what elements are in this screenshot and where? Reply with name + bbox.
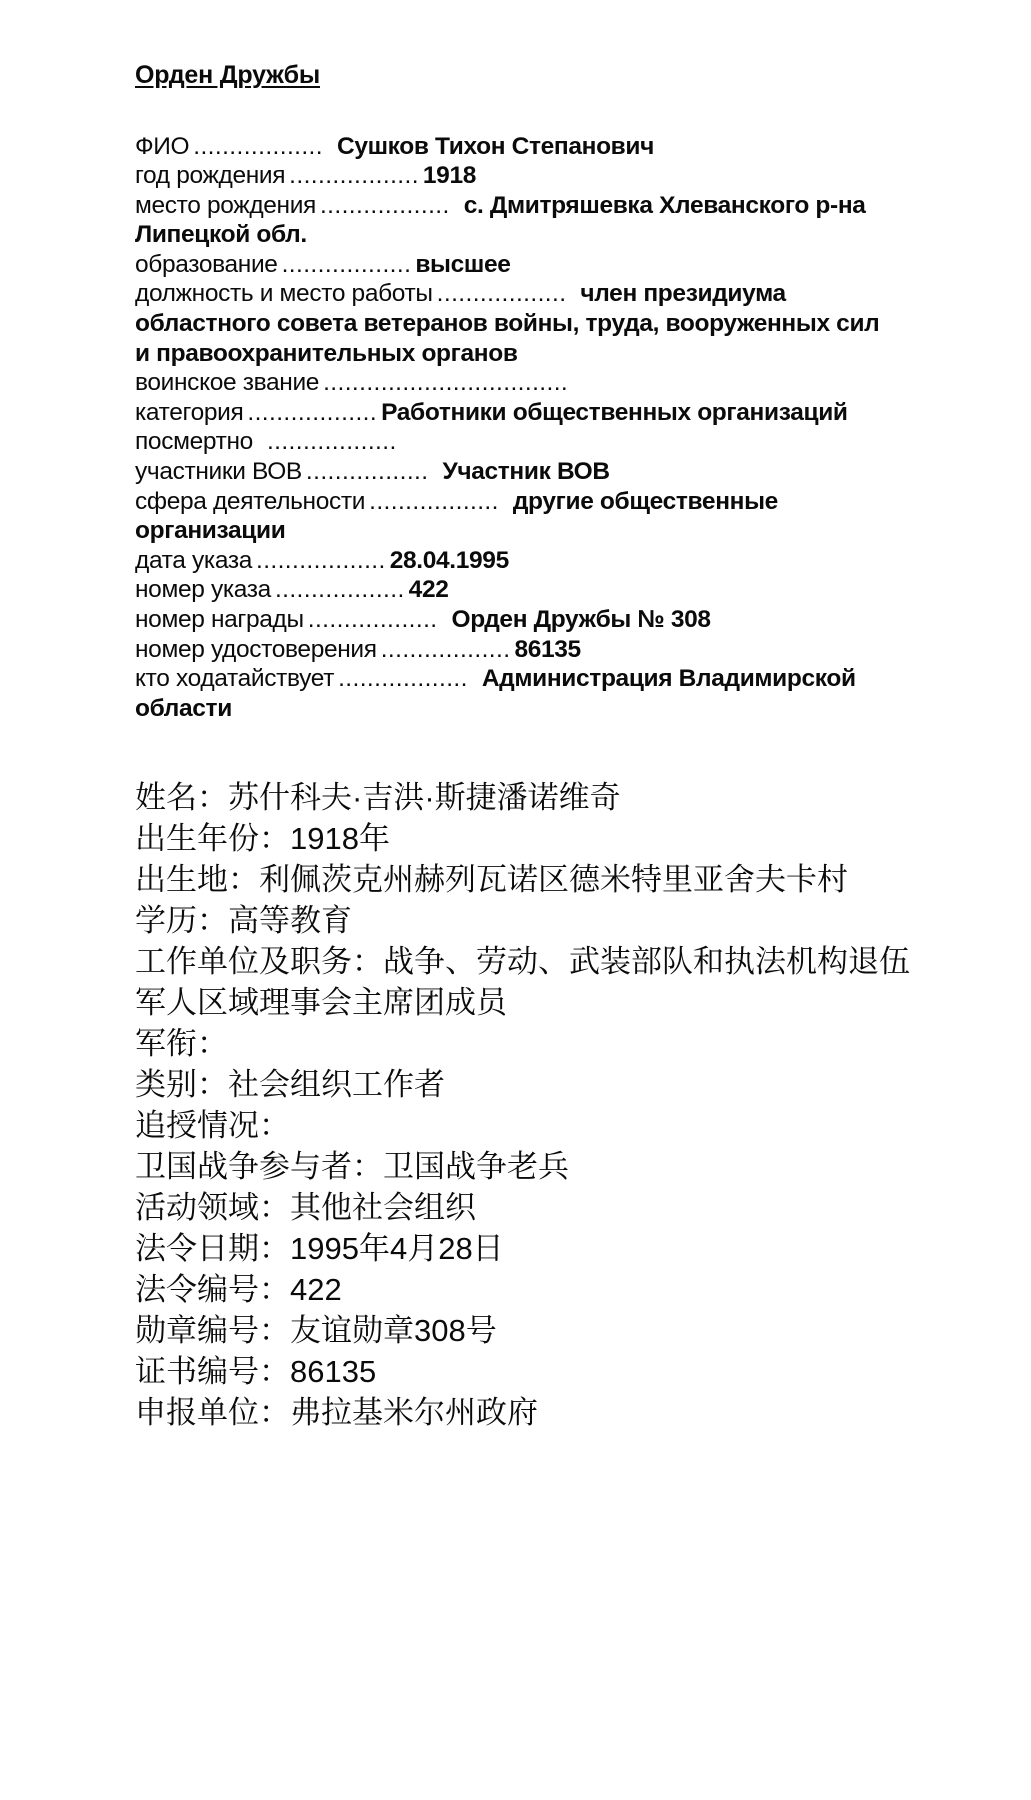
dot-leader-decree-date: .................. <box>255 546 386 574</box>
record-field-certificate-number <box>135 635 895 665</box>
dot-leader-wwii-participant: ................. <box>305 458 429 486</box>
dot-leader-category: .................. <box>247 398 378 426</box>
cn-field-certificate-number: 证书编号：86135 <box>135 1354 377 1390</box>
record-field-activity-field <box>135 487 895 546</box>
field-value-decree-date: 28.04.1995 <box>389 546 509 574</box>
field-label-position: должность и место работы <box>135 280 433 308</box>
record-field-education <box>135 250 895 280</box>
field-label-education: образование <box>135 250 278 278</box>
record-field-petitioner <box>135 664 895 723</box>
field-label-decree-number: номер указа <box>135 576 271 604</box>
field-value-birth-place: с. Дмитряшевка Хлеванского р-на Липецкой обл. <box>135 191 866 249</box>
cn-field-petitioner: 申报单位：弗拉基米尔州政府 <box>135 1395 538 1431</box>
field-label-birth-place: место рождения <box>135 191 316 219</box>
record-field-birth-year <box>135 161 895 191</box>
dot-leader-decree-number: .................. <box>274 576 405 604</box>
cn-field-military-rank: 军衔： <box>135 1026 228 1062</box>
record-field-award-number <box>135 605 895 635</box>
cn-field-birth-year: 出生年份：1918年 <box>135 821 390 857</box>
field-label-award-number: номер награды <box>135 606 304 633</box>
dot-leader-birth-place: .................. <box>319 191 450 219</box>
cn-field-name: 姓名：苏什科夫·吉洪·斯捷潘诺维奇 <box>135 780 621 816</box>
cn-field-decree-date: 法令日期：1995年4月28日 <box>135 1231 504 1267</box>
record-field-decree-number <box>135 575 895 605</box>
field-value-decree-number: 422 <box>408 576 449 604</box>
cn-field-posthumous: 追授情况： <box>135 1108 290 1144</box>
field-label-decree-date: дата указа <box>135 546 252 574</box>
record-field-fio <box>135 132 895 162</box>
dot-leader-position: .................. <box>436 280 567 308</box>
record-field-birth-place <box>135 191 895 250</box>
field-value-wwii-participant: Участник ВОВ <box>442 458 610 486</box>
dot-leader-military-rank: .................................. <box>323 369 569 397</box>
chinese-record-block <box>135 777 925 1433</box>
dot-leader-education: .................. <box>281 250 412 278</box>
cn-field-wwii-participant: 卫国战争参与者：卫国战争老兵 <box>135 1149 569 1185</box>
cn-field-decree-number: 法令编号：422 <box>135 1272 342 1308</box>
cn-field-position: 工作单位及职务：战争、劳动、武装部队和执法机构退伍军人区域理事会主席团成员 <box>135 944 910 1021</box>
field-value-petitioner: Администрация Владимирской области <box>135 665 856 722</box>
field-label-military-rank: воинское звание <box>135 369 320 397</box>
dot-leader-activity-field: .................. <box>369 487 499 515</box>
dot-leader-fio: .................. <box>193 132 323 160</box>
dot-leader-award-number: .................. <box>307 606 438 633</box>
field-label-fio: ФИО <box>135 132 190 160</box>
cn-field-award-number: 勋章编号：友谊勋章308号 <box>135 1313 497 1349</box>
field-value-fio: Сушков Тихон Степанович <box>336 132 654 160</box>
record-field-position <box>135 279 895 368</box>
dot-leader-posthumous: .................. <box>266 428 397 456</box>
cn-field-education: 学历：高等教育 <box>135 903 352 939</box>
cn-field-activity-field: 活动领域：其他社会组织 <box>135 1190 476 1226</box>
field-value-position: член президиума областного совета ветеранов войны, труда, вооруженных сил и правоохранительных органов <box>135 280 880 367</box>
record-field-category <box>135 398 895 428</box>
field-label-birth-year: год рождения <box>135 162 286 190</box>
field-label-activity-field: сфера деятельности <box>135 487 366 515</box>
field-label-certificate-number: номер удостоверения <box>135 635 377 663</box>
field-value-award-number: Орден Дружбы № 308 <box>451 606 711 633</box>
field-value-birth-year: 1918 <box>422 162 477 190</box>
russian-record-block <box>135 132 895 724</box>
field-label-category: категория <box>135 398 244 426</box>
field-label-wwii-participant: участники ВОВ <box>135 458 302 486</box>
dot-leader-certificate-number: .................. <box>380 635 511 663</box>
field-label-posthumous: посмертно <box>135 428 253 456</box>
field-value-certificate-number: 86135 <box>514 635 581 663</box>
record-field-wwii-participant <box>135 457 895 487</box>
dot-leader-birth-year: .................. <box>289 162 419 190</box>
dot-leader-petitioner: .................. <box>338 665 468 693</box>
field-value-education: высшее <box>415 250 511 278</box>
cn-field-category: 类别：社会组织工作者 <box>135 1067 445 1103</box>
field-value-category: Работники общественных организаций <box>381 398 848 426</box>
record-field-posthumous <box>135 427 895 457</box>
cn-field-birth-place: 出生地：利佩茨克州赫列瓦诺区德米特里亚舍夫卡村 <box>135 862 848 898</box>
field-value-activity-field: другие общественные организации <box>135 487 778 545</box>
page-title: Орден Дружбы <box>135 61 320 89</box>
record-field-decree-date <box>135 546 895 576</box>
record-field-military-rank <box>135 368 895 398</box>
field-label-petitioner: кто ходатайствует <box>135 665 335 693</box>
